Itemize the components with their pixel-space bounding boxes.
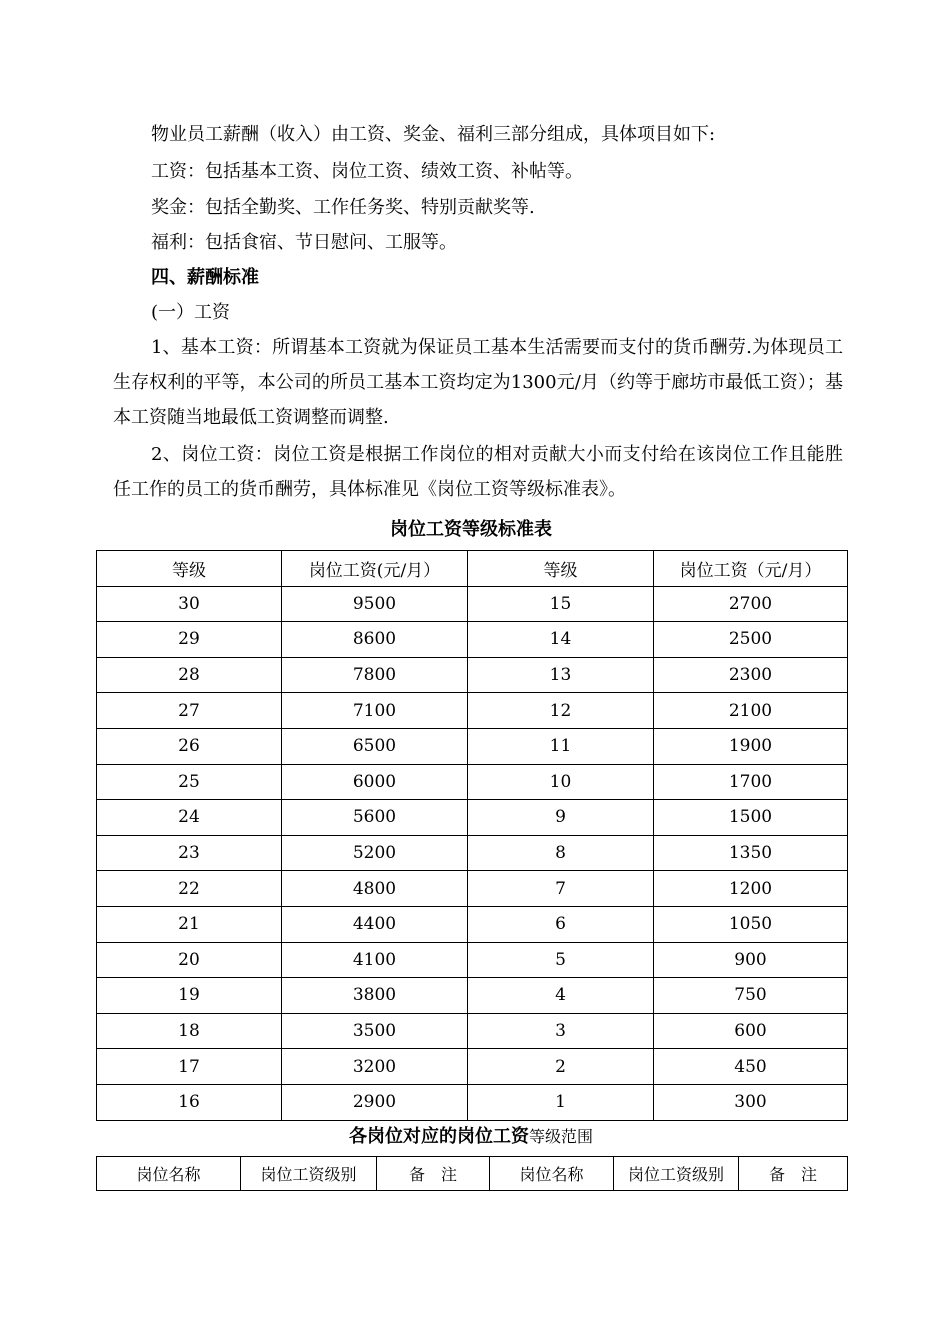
table1-title: 岗位工资等级标准表 xyxy=(390,519,552,540)
table-row xyxy=(97,978,848,1014)
table2-title xyxy=(96,1122,846,1148)
table-cell: 6000 xyxy=(282,764,468,800)
table-cell: 11 xyxy=(468,728,654,764)
table-header-cell: 备 注 xyxy=(377,1157,490,1191)
table-row xyxy=(97,835,848,871)
table-cell: 30 xyxy=(97,586,282,622)
table-row xyxy=(97,586,848,622)
table2-title-bold: 各岗位对应的岗位工资 xyxy=(348,1126,529,1147)
intro-line-3: 奖金：包括全勤奖、工作任务奖、特别贡献奖等. xyxy=(151,197,535,218)
table-row xyxy=(97,1084,848,1120)
table-header-cell: 岗位名称 xyxy=(490,1157,614,1191)
table-row xyxy=(97,693,848,729)
table-cell: 1 xyxy=(468,1084,654,1120)
table-header-row xyxy=(97,1157,848,1191)
table-cell: 20 xyxy=(97,942,282,978)
table-cell: 7800 xyxy=(282,657,468,693)
table-header-cell: 岗位工资级别 xyxy=(241,1157,377,1191)
table-cell: 10 xyxy=(468,764,654,800)
table-cell: 2700 xyxy=(654,586,848,622)
table-cell: 18 xyxy=(97,1013,282,1049)
table-cell: 3200 xyxy=(282,1049,468,1085)
table-row xyxy=(97,942,848,978)
table-cell: 450 xyxy=(654,1049,848,1085)
table-cell: 7100 xyxy=(282,693,468,729)
table-header-cell: 岗位工资级别 xyxy=(614,1157,739,1191)
wage-grade-table xyxy=(96,550,848,1121)
table-cell: 13 xyxy=(468,657,654,693)
table-header-cell: 岗位名称 xyxy=(97,1157,241,1191)
table-cell: 12 xyxy=(468,693,654,729)
table-cell: 4100 xyxy=(282,942,468,978)
table-header-row xyxy=(97,551,848,587)
table-cell: 750 xyxy=(654,978,848,1014)
table-cell: 4 xyxy=(468,978,654,1014)
table-cell: 7 xyxy=(468,871,654,907)
table-cell: 5 xyxy=(468,942,654,978)
table-cell: 28 xyxy=(97,657,282,693)
table-cell: 2900 xyxy=(282,1084,468,1120)
table-cell: 9500 xyxy=(282,586,468,622)
table-cell: 2 xyxy=(468,1049,654,1085)
table-cell: 1700 xyxy=(654,764,848,800)
table-cell: 5200 xyxy=(282,835,468,871)
table-row xyxy=(97,764,848,800)
paragraph-post-wage: 2、岗位工资：岗位工资是根据工作岗位的相对贡献大小而支付给在该岗位工作且能胜任工作的员工的货币酬劳，具体标准见《岗位工资等级标准表》。 xyxy=(113,444,843,500)
table2-title-normal: 等级范围 xyxy=(528,1127,593,1146)
post-grade-range-table xyxy=(96,1156,848,1191)
table-header-cell: 备 注 xyxy=(739,1157,848,1191)
table-cell: 2100 xyxy=(654,693,848,729)
table-row xyxy=(97,800,848,836)
table-row xyxy=(97,906,848,942)
table-header-cell: 岗位工资(元/月） xyxy=(282,551,468,587)
table-cell: 17 xyxy=(97,1049,282,1085)
table-cell: 21 xyxy=(97,906,282,942)
table-cell: 1900 xyxy=(654,728,848,764)
table-cell: 1350 xyxy=(654,835,848,871)
sub-heading: (一）工资 xyxy=(151,302,231,323)
table-cell: 26 xyxy=(97,728,282,764)
table-cell: 1200 xyxy=(654,871,848,907)
table-cell: 5600 xyxy=(282,800,468,836)
table-cell: 6 xyxy=(468,906,654,942)
table-cell: 3800 xyxy=(282,978,468,1014)
table-cell: 19 xyxy=(97,978,282,1014)
section-heading: 四、薪酬标准 xyxy=(151,267,259,288)
table-cell: 22 xyxy=(97,871,282,907)
table-cell: 16 xyxy=(97,1084,282,1120)
table-cell: 23 xyxy=(97,835,282,871)
table-cell: 24 xyxy=(97,800,282,836)
table-cell: 8600 xyxy=(282,622,468,658)
table-cell: 900 xyxy=(654,942,848,978)
table-cell: 15 xyxy=(468,586,654,622)
table-cell: 4400 xyxy=(282,906,468,942)
table-header-cell: 岗位工资（元/月） xyxy=(654,551,848,587)
paragraph-basic-wage: 1、基本工资：所谓基本工资就为保证员工基本生活需要而支付的货币酬劳.为体现员工生存权利的平等，本公司的所员工基本工资均定为1300元/月（约等于廊坊市最低工资）；基本工资随当地最低工资调整而调整. xyxy=(113,337,843,428)
table-cell: 4800 xyxy=(282,871,468,907)
table-row xyxy=(97,657,848,693)
table-cell: 9 xyxy=(468,800,654,836)
intro-line-1: 物业员工薪酬（收入）由工资、奖金、福利三部分组成，具体项目如下: xyxy=(151,124,716,145)
table-row xyxy=(97,728,848,764)
table-cell: 8 xyxy=(468,835,654,871)
table-cell: 6500 xyxy=(282,728,468,764)
table-cell: 1500 xyxy=(654,800,848,836)
table-cell: 2500 xyxy=(654,622,848,658)
table-row xyxy=(97,871,848,907)
table-cell: 14 xyxy=(468,622,654,658)
table-row xyxy=(97,622,848,658)
table-cell: 600 xyxy=(654,1013,848,1049)
table-cell: 27 xyxy=(97,693,282,729)
table-cell: 300 xyxy=(654,1084,848,1120)
table-row xyxy=(97,1049,848,1085)
table-cell: 29 xyxy=(97,622,282,658)
table-header-cell: 等级 xyxy=(468,551,654,587)
table-cell: 2300 xyxy=(654,657,848,693)
intro-line-4: 福利：包括食宿、节日慰问、工服等。 xyxy=(151,232,457,253)
table-cell: 3 xyxy=(468,1013,654,1049)
table-cell: 3500 xyxy=(282,1013,468,1049)
table-row xyxy=(97,1013,848,1049)
intro-line-2: 工资：包括基本工资、岗位工资、绩效工资、补帖等。 xyxy=(151,161,583,182)
table-cell: 1050 xyxy=(654,906,848,942)
table-cell: 25 xyxy=(97,764,282,800)
table-header-cell: 等级 xyxy=(97,551,282,587)
